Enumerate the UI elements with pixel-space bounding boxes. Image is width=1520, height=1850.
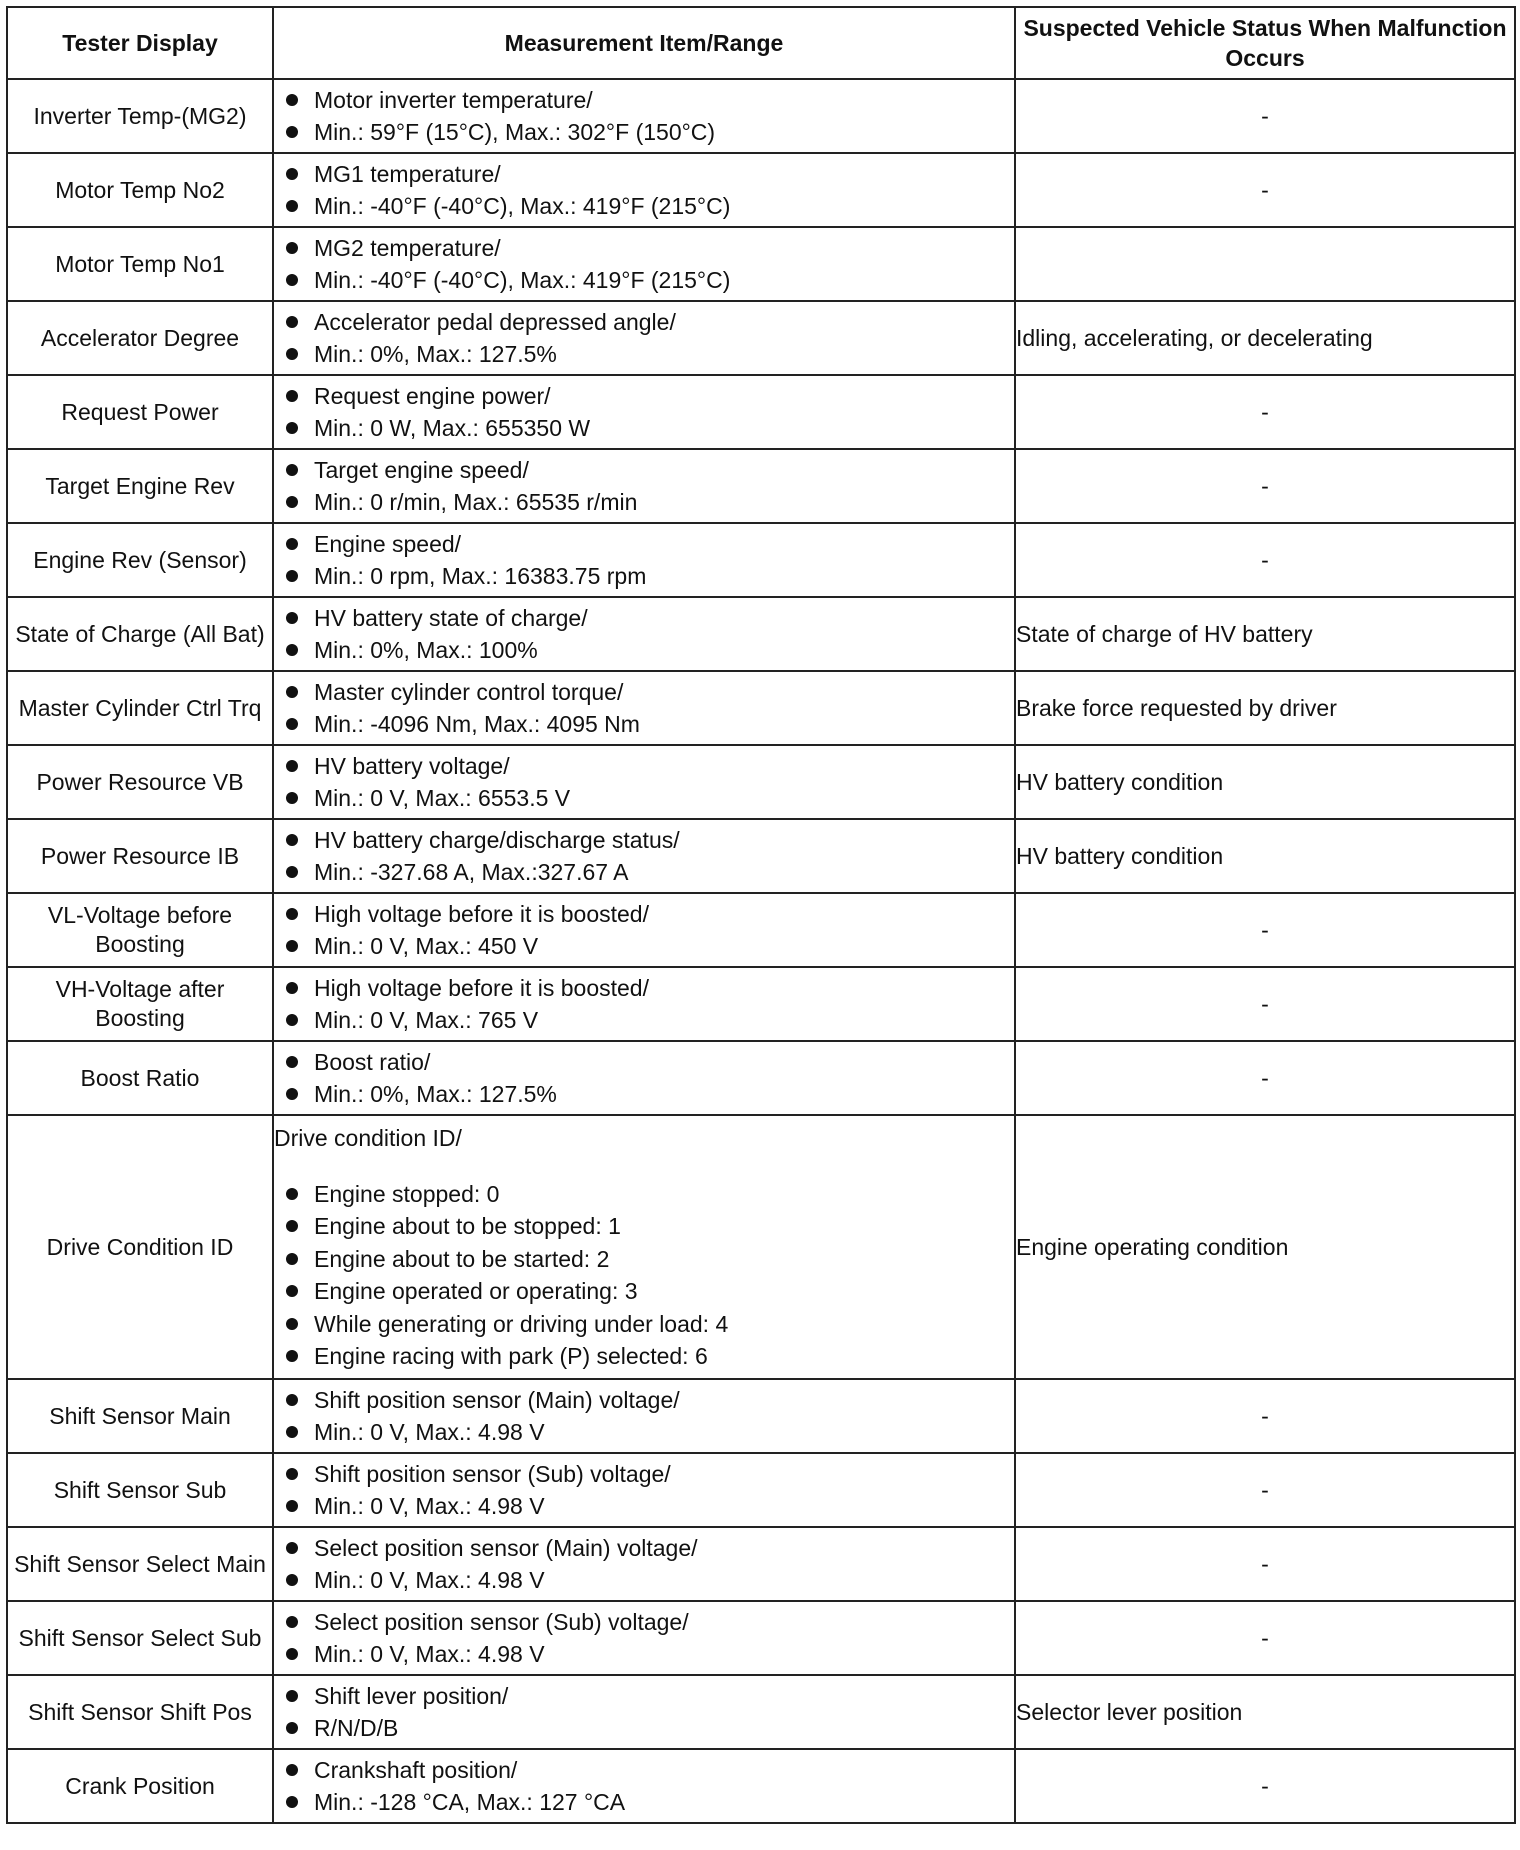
tester-display-cell: Master Cylinder Ctrl Trq xyxy=(7,671,273,745)
status-cell: - xyxy=(1015,153,1515,227)
measurement-cell xyxy=(273,967,1015,1041)
measurement-bullets xyxy=(274,306,1014,371)
status-cell: - xyxy=(1015,1453,1515,1527)
tester-display-cell: Motor Temp No2 xyxy=(7,153,273,227)
measurement-range: Min.: 0 V, Max.: 4.98 V xyxy=(274,1564,1014,1597)
measurement-cell xyxy=(273,1041,1015,1115)
measurement-cell xyxy=(273,523,1015,597)
measurement-item: Request engine power/ xyxy=(274,380,1014,413)
table-row xyxy=(7,819,1515,893)
measurement-range: Min.: -40°F (-40°C), Max.: 419°F (215°C) xyxy=(274,190,1014,223)
measurement-range: Min.: 0 V, Max.: 4.98 V xyxy=(274,1490,1014,1523)
measurement-range: Min.: 0%, Max.: 127.5% xyxy=(274,1078,1014,1111)
measurement-item: MG2 temperature/ xyxy=(274,232,1014,265)
status-cell: - xyxy=(1015,1601,1515,1675)
status-cell: - xyxy=(1015,449,1515,523)
measurement-bullets xyxy=(274,972,1014,1037)
tester-display-cell: Shift Sensor Select Main xyxy=(7,1527,273,1601)
status-cell: State of charge of HV battery xyxy=(1015,597,1515,671)
measurement-cell xyxy=(273,893,1015,967)
tester-display-cell: State of Charge (All Bat) xyxy=(7,597,273,671)
status-cell: - xyxy=(1015,79,1515,153)
table-body-drive xyxy=(7,1115,1515,1379)
drive-condition-item: Engine operated or operating: 3 xyxy=(274,1275,1014,1308)
measurement-range: Min.: 0%, Max.: 100% xyxy=(274,634,1014,667)
measurement-bullets xyxy=(274,1680,1014,1745)
measurement-bullets xyxy=(274,1754,1014,1819)
measurement-bullets xyxy=(274,454,1014,519)
tester-display-cell: Engine Rev (Sensor) xyxy=(7,523,273,597)
measurement-cell xyxy=(273,597,1015,671)
tester-display-cell: Shift Sensor Shift Pos xyxy=(7,1675,273,1749)
measurement-cell xyxy=(273,745,1015,819)
drive-condition-item: While generating or driving under load: 4 xyxy=(274,1308,1014,1341)
table-row xyxy=(7,1675,1515,1749)
table-row xyxy=(7,671,1515,745)
table-row xyxy=(7,745,1515,819)
measurement-cell xyxy=(273,671,1015,745)
table-row-drive-condition xyxy=(7,1115,1515,1379)
status-cell: Idling, accelerating, or decelerating xyxy=(1015,301,1515,375)
drive-condition-item: Engine racing with park (P) selected: 6 xyxy=(274,1340,1014,1373)
table-row xyxy=(7,1527,1515,1601)
drive-intro: Drive condition ID/ xyxy=(274,1124,462,1151)
tester-display-cell: VL-Voltage before Boosting xyxy=(7,893,273,967)
measurement-range: Min.: -327.68 A, Max.:327.67 A xyxy=(274,856,1014,889)
measurement-range: Min.: 0 r/min, Max.: 65535 r/min xyxy=(274,486,1014,519)
measurement-item: Select position sensor (Sub) voltage/ xyxy=(274,1606,1014,1639)
table-row xyxy=(7,597,1515,671)
measurement-cell xyxy=(273,1379,1015,1453)
measurement-item: Master cylinder control torque/ xyxy=(274,676,1014,709)
drive-condition-item: Engine stopped: 0 xyxy=(274,1178,1014,1211)
measurement-cell xyxy=(273,79,1015,153)
status-cell: - xyxy=(1015,1749,1515,1823)
measurement-cell xyxy=(273,1115,1015,1379)
measurement-item: Boost ratio/ xyxy=(274,1046,1014,1079)
measurement-bullets xyxy=(274,528,1014,593)
measurement-cell xyxy=(273,153,1015,227)
table-row xyxy=(7,449,1515,523)
measurement-range: Min.: 0 rpm, Max.: 16383.75 rpm xyxy=(274,560,1014,593)
status-cell: - xyxy=(1015,523,1515,597)
measurement-bullets xyxy=(274,1606,1014,1671)
table-row xyxy=(7,1041,1515,1115)
measurement-range: Min.: 0 V, Max.: 6553.5 V xyxy=(274,782,1014,815)
table-row xyxy=(7,1379,1515,1453)
data-list-table xyxy=(6,6,1516,1824)
tester-display-cell: Inverter Temp-(MG2) xyxy=(7,79,273,153)
drive-condition-item: Engine about to be stopped: 1 xyxy=(274,1210,1014,1243)
status-cell: - xyxy=(1015,1041,1515,1115)
tester-display-cell: Accelerator Degree xyxy=(7,301,273,375)
status-cell: - xyxy=(1015,1527,1515,1601)
measurement-range: Min.: 0%, Max.: 127.5% xyxy=(274,338,1014,371)
measurement-bullets xyxy=(274,750,1014,815)
tester-display-cell: Target Engine Rev xyxy=(7,449,273,523)
measurement-item: Shift position sensor (Sub) voltage/ xyxy=(274,1458,1014,1491)
table-row xyxy=(7,1453,1515,1527)
measurement-cell xyxy=(273,1527,1015,1601)
table-row xyxy=(7,375,1515,449)
measurement-item: Accelerator pedal depressed angle/ xyxy=(274,306,1014,339)
measurement-cell xyxy=(273,819,1015,893)
measurement-range: Min.: 0 V, Max.: 765 V xyxy=(274,1004,1014,1037)
measurement-bullets xyxy=(274,380,1014,445)
status-cell: HV battery condition xyxy=(1015,819,1515,893)
measurement-bullets xyxy=(274,676,1014,741)
measurement-range: Min.: 59°F (15°C), Max.: 302°F (150°C) xyxy=(274,116,1014,149)
measurement-item: Engine speed/ xyxy=(274,528,1014,561)
table-row xyxy=(7,967,1515,1041)
status-cell: HV battery condition xyxy=(1015,745,1515,819)
status-cell: - xyxy=(1015,893,1515,967)
measurement-item: Crankshaft position/ xyxy=(274,1754,1014,1787)
measurement-item: Select position sensor (Main) voltage/ xyxy=(274,1532,1014,1565)
tester-display-cell: Drive Condition ID xyxy=(7,1115,273,1379)
header-measurement: Measurement Item/Range xyxy=(273,7,1015,79)
measurement-bullets xyxy=(274,84,1014,149)
drive-condition-list xyxy=(274,1178,1014,1373)
measurement-range: Min.: 0 V, Max.: 4.98 V xyxy=(274,1638,1014,1671)
measurement-item: MG1 temperature/ xyxy=(274,158,1014,191)
tester-display-cell: Power Resource VB xyxy=(7,745,273,819)
status-cell: - xyxy=(1015,967,1515,1041)
status-cell: Engine operating condition xyxy=(1015,1115,1515,1379)
tester-display-cell: Shift Sensor Sub xyxy=(7,1453,273,1527)
measurement-cell xyxy=(273,1601,1015,1675)
measurement-cell xyxy=(273,375,1015,449)
measurement-range: Min.: 0 W, Max.: 655350 W xyxy=(274,412,1014,445)
measurement-bullets xyxy=(274,1046,1014,1111)
spec-sheet xyxy=(6,6,1514,1824)
measurement-item: HV battery state of charge/ xyxy=(274,602,1014,635)
measurement-bullets xyxy=(274,1384,1014,1449)
status-cell: - xyxy=(1015,375,1515,449)
measurement-range: Min.: -4096 Nm, Max.: 4095 Nm xyxy=(274,708,1014,741)
table-row xyxy=(7,1601,1515,1675)
tester-display-cell: Request Power xyxy=(7,375,273,449)
measurement-item: High voltage before it is boosted/ xyxy=(274,898,1014,931)
table-body-upper xyxy=(7,79,1515,1115)
table-row xyxy=(7,153,1515,227)
table-row xyxy=(7,523,1515,597)
status-cell: Brake force requested by driver xyxy=(1015,671,1515,745)
tester-display-cell: Crank Position xyxy=(7,1749,273,1823)
measurement-item: HV battery charge/discharge status/ xyxy=(274,824,1014,857)
measurement-item: Motor inverter temperature/ xyxy=(274,84,1014,117)
measurement-item: HV battery voltage/ xyxy=(274,750,1014,783)
tester-display-cell: Boost Ratio xyxy=(7,1041,273,1115)
tester-display-cell: Motor Temp No1 xyxy=(7,227,273,301)
measurement-item: Target engine speed/ xyxy=(274,454,1014,487)
measurement-bullets xyxy=(274,602,1014,667)
measurement-cell xyxy=(273,1675,1015,1749)
tester-display-cell: Shift Sensor Select Sub xyxy=(7,1601,273,1675)
table-row xyxy=(7,893,1515,967)
measurement-cell xyxy=(273,301,1015,375)
header-row xyxy=(7,7,1515,79)
measurement-bullets xyxy=(274,158,1014,223)
measurement-range: Min.: -40°F (-40°C), Max.: 419°F (215°C) xyxy=(274,264,1014,297)
measurement-cell xyxy=(273,1749,1015,1823)
measurement-range: Min.: -128 °CA, Max.: 127 °CA xyxy=(274,1786,1014,1819)
status-cell: - xyxy=(1015,1379,1515,1453)
measurement-cell xyxy=(273,449,1015,523)
measurement-range: Min.: 0 V, Max.: 4.98 V xyxy=(274,1416,1014,1449)
status-cell: Selector lever position xyxy=(1015,1675,1515,1749)
tester-display-cell: Power Resource IB xyxy=(7,819,273,893)
table-row xyxy=(7,227,1515,301)
drive-condition-item: Engine about to be started: 2 xyxy=(274,1243,1014,1276)
measurement-bullets xyxy=(274,1532,1014,1597)
measurement-range: R/N/D/B xyxy=(274,1712,1014,1745)
measurement-bullets xyxy=(274,898,1014,963)
tester-display-cell: Shift Sensor Main xyxy=(7,1379,273,1453)
table-row xyxy=(7,301,1515,375)
status-cell xyxy=(1015,227,1515,301)
measurement-cell xyxy=(273,1453,1015,1527)
measurement-bullets xyxy=(274,824,1014,889)
measurement-item: Shift position sensor (Main) voltage/ xyxy=(274,1384,1014,1417)
table-row xyxy=(7,1749,1515,1823)
measurement-bullets xyxy=(274,1458,1014,1523)
measurement-cell xyxy=(273,227,1015,301)
measurement-range: Min.: 0 V, Max.: 450 V xyxy=(274,930,1014,963)
measurement-item: Shift lever position/ xyxy=(274,1680,1014,1713)
header-tester-display: Tester Display xyxy=(7,7,273,79)
table-body-lower xyxy=(7,1379,1515,1823)
measurement-item: High voltage before it is boosted/ xyxy=(274,972,1014,1005)
tester-display-cell: VH-Voltage after Boosting xyxy=(7,967,273,1041)
table-row xyxy=(7,79,1515,153)
measurement-bullets xyxy=(274,232,1014,297)
header-status: Suspected Vehicle Status When Malfunction Occurs xyxy=(1015,7,1515,79)
